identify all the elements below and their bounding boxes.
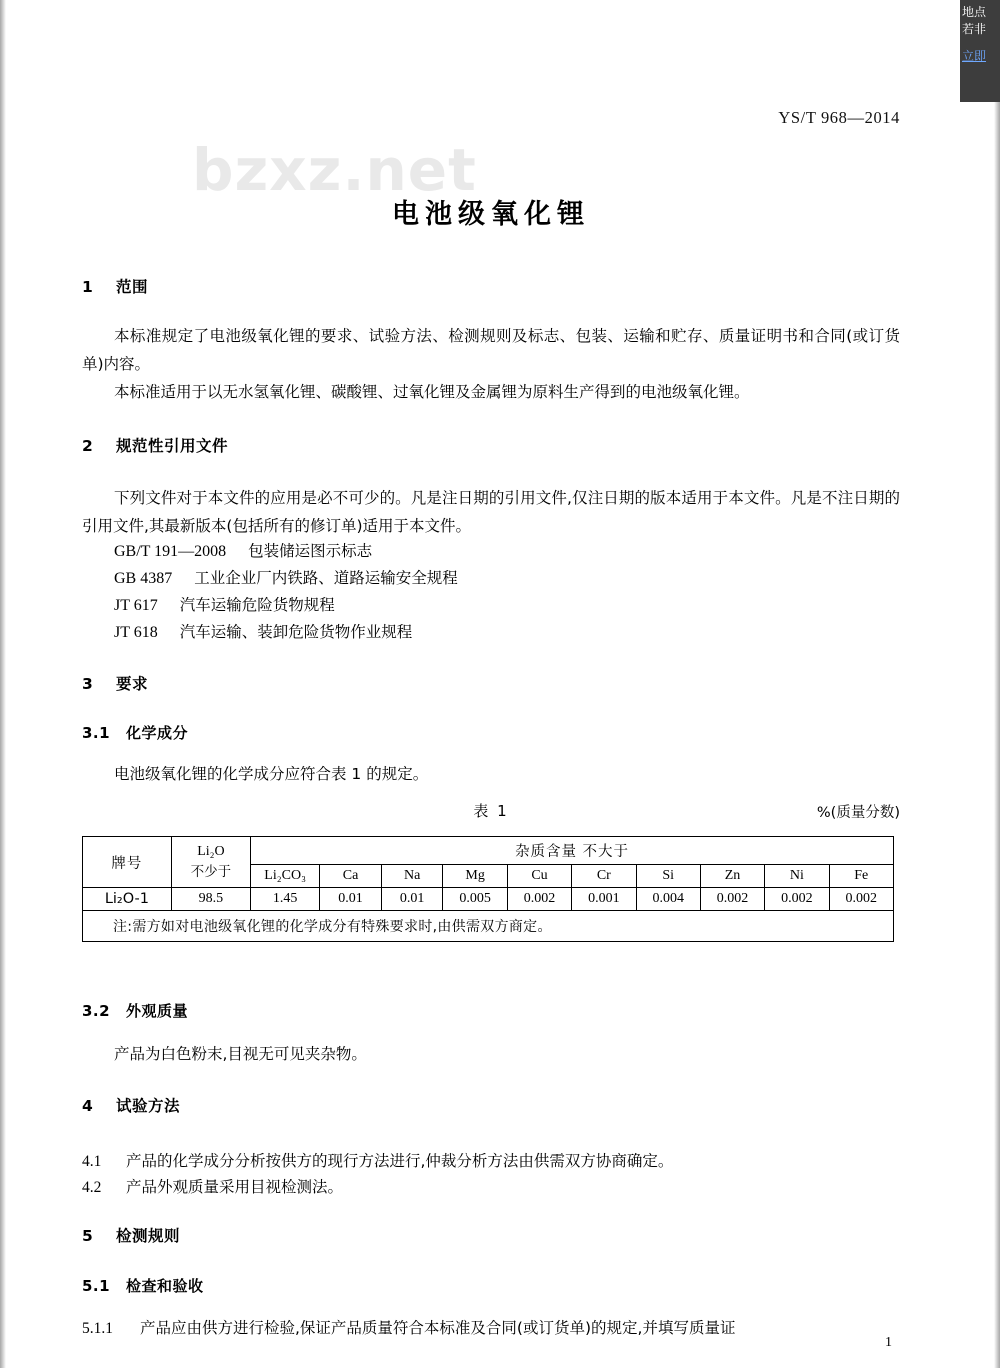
table-header-row-1 — [83, 837, 894, 865]
popup-action-link[interactable]: 立即 — [962, 49, 987, 63]
section-heading-4 — [82, 1094, 900, 1116]
item-text: 产品外观质量采用目视检测法。 — [126, 1178, 344, 1196]
reference-name: 包装储运图示标志 — [248, 542, 373, 560]
reference-code: GB/T 191—2008 — [114, 543, 227, 560]
section-heading-3-2 — [82, 1000, 900, 1021]
reference-code: JT 617 — [114, 597, 158, 614]
section-heading-2 — [82, 434, 900, 456]
numbered-item-4-2 — [82, 1173, 900, 1202]
section-number: 5 — [82, 1227, 94, 1245]
item-label: 5.1.1 — [82, 1320, 113, 1337]
cell-value-3: 0.005 — [443, 888, 507, 911]
popup-line-1: 地点 — [962, 5, 987, 19]
numbered-item-5-1-1 — [82, 1314, 900, 1343]
section-number: 4 — [82, 1097, 94, 1115]
section-title: 试验方法 — [116, 1097, 181, 1115]
document-content — [82, 0, 900, 1368]
section-2-paragraph-1: 下列文件对于本文件的应用是必不可少的。凡是注日期的引用文件,仅注日期的版本适用于本文件。凡是不注日期的引用文件,其最新版本(包括所有的修订单)适用于本文件。 — [82, 489, 900, 535]
header-brand: 牌号 — [83, 837, 172, 888]
header-impurity-2: Na — [381, 865, 443, 888]
cell-value-8: 0.002 — [765, 888, 829, 911]
section-number: 5.1 — [82, 1277, 111, 1295]
left-edge-shadow — [0, 0, 6, 1368]
section-title: 检测规则 — [116, 1227, 181, 1245]
section-3-2-paragraph: 产品为白色粉末,目视无可见夹杂物。 — [114, 1045, 367, 1063]
cell-value-0: 1.45 — [251, 888, 320, 911]
table-note: 注:需方如对电池级氧化锂的化学成分有特殊要求时,由供需双方商定。 — [83, 911, 894, 942]
header-impurity-0: Li₂CO₃ — [251, 865, 320, 888]
numbered-item-4-1 — [82, 1147, 900, 1176]
reference-item-2 — [82, 565, 932, 592]
section-heading-5 — [82, 1224, 900, 1246]
right-edge-shadow — [994, 0, 1000, 1368]
header-impurity-9: Fe — [829, 865, 893, 888]
watermark-text: bzxz.net — [192, 136, 477, 204]
reference-item-4 — [82, 619, 932, 646]
item-text: 产品应由供方进行检验,保证产品质量符合本标准及合同(或订货单)的规定,并填写质量证 — [140, 1319, 736, 1337]
header-impurity-5: Cr — [572, 865, 636, 888]
section-number: 2 — [82, 437, 94, 455]
header-impurity-1: Ca — [320, 865, 382, 888]
popup-line-2: 若非 — [962, 22, 987, 36]
reference-name: 工业企业厂内铁路、道路运输安全规程 — [194, 569, 458, 587]
item-label: 4.2 — [82, 1179, 102, 1196]
cell-value-7: 0.002 — [700, 888, 764, 911]
header-impurity-4: Cu — [507, 865, 571, 888]
cell-value-6: 0.004 — [636, 888, 700, 911]
standard-code: YS/T 968—2014 — [778, 108, 900, 127]
header-impurity-8: Ni — [765, 865, 829, 888]
header-impurity-6: Si — [636, 865, 700, 888]
reference-item-3 — [82, 592, 932, 619]
header-li2o — [171, 837, 250, 888]
table-note-row — [83, 911, 894, 942]
header-impurity-3: Mg — [443, 865, 507, 888]
section-heading-3 — [82, 672, 900, 694]
section-1-paragraph-2: 本标准适用于以无水氢氧化锂、碳酸锂、过氧化锂及金属锂为原料生产得到的电池级氧化锂。 — [114, 383, 750, 401]
section-title: 要求 — [116, 675, 149, 693]
table-unit-label: %(质量分数) — [816, 805, 900, 821]
cell-value-1: 0.01 — [320, 888, 382, 911]
section-3-1-paragraph: 电池级氧化锂的化学成分应符合表 1 的规定。 — [114, 765, 429, 783]
reference-code: JT 618 — [114, 624, 158, 641]
cell-value-4: 0.002 — [507, 888, 571, 911]
section-number: 1 — [82, 278, 94, 296]
section-title: 规范性引用文件 — [116, 437, 229, 455]
section-number: 3.2 — [82, 1002, 111, 1020]
header-impurity-7: Zn — [700, 865, 764, 888]
cell-value-2: 0.01 — [381, 888, 443, 911]
page-title: 电池级氧化锂 — [392, 199, 590, 230]
header-li2o-formula: Li₂O — [197, 844, 225, 859]
section-title: 检查和验收 — [126, 1277, 204, 1295]
section-heading-5-1 — [82, 1275, 900, 1296]
header-impurity-group: 杂质含量 不大于 — [251, 837, 894, 865]
section-title: 化学成分 — [126, 724, 189, 742]
section-heading-1 — [82, 275, 900, 297]
item-text: 产品的化学成分分析按供方的现行方法进行,仲裁分析方法由供需双方协商确定。 — [126, 1152, 674, 1170]
section-title: 外观质量 — [126, 1002, 189, 1020]
section-title: 范围 — [116, 278, 149, 296]
table-row — [83, 888, 894, 911]
floating-popup[interactable] — [960, 0, 1000, 102]
section-number: 3.1 — [82, 724, 111, 742]
cell-value-9: 0.002 — [829, 888, 893, 911]
chemical-composition-table — [82, 836, 894, 942]
cell-li2o: 98.5 — [171, 888, 250, 911]
reference-item-1 — [82, 538, 932, 565]
section-1-paragraph-1: 本标准规定了电池级氧化锂的要求、试验方法、检测规则及标志、包装、运输和贮存、质量证明书和合同(或订货单)内容。 — [82, 327, 900, 373]
item-label: 4.1 — [82, 1153, 102, 1170]
header-li2o-condition: 不少于 — [190, 864, 232, 879]
table-caption: 表 1 — [473, 802, 509, 820]
cell-value-5: 0.001 — [572, 888, 636, 911]
cell-brand: Li₂O-1 — [83, 888, 172, 911]
section-number: 3 — [82, 675, 94, 693]
reference-code: GB 4387 — [114, 570, 173, 587]
reference-name: 汽车运输危险货物规程 — [179, 596, 335, 614]
section-heading-3-1 — [82, 722, 900, 743]
page-number: 1 — [885, 1335, 892, 1350]
reference-name: 汽车运输、装卸危险货物作业规程 — [179, 623, 413, 641]
